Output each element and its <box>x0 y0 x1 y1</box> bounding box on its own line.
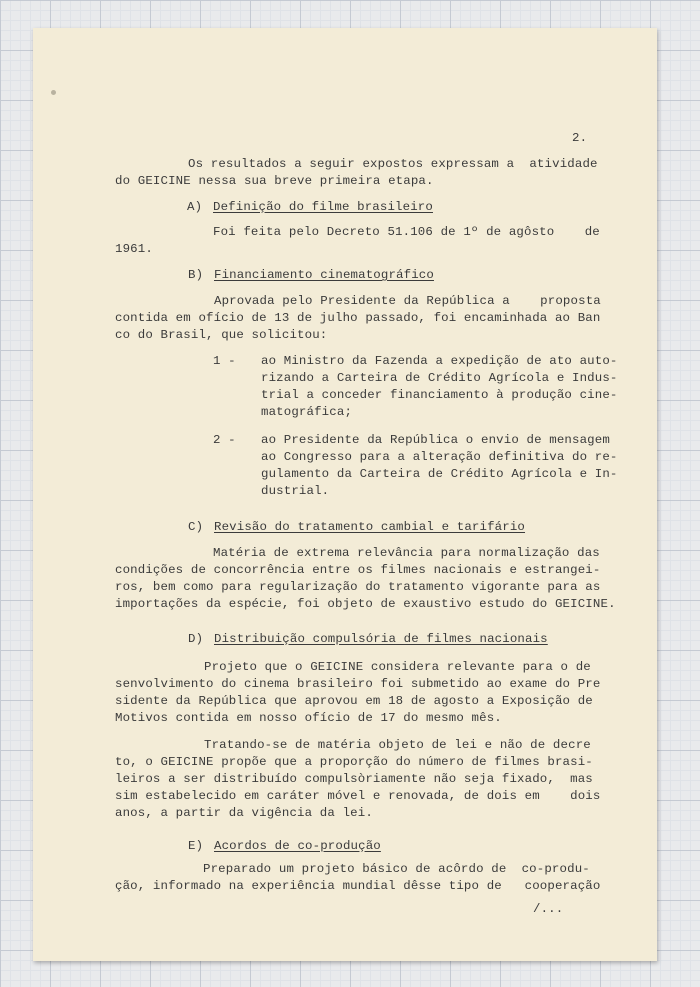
list-item-line: ao Congresso para a alteração definitiva do re- <box>261 450 618 464</box>
section-b-line: contida em ofício de 13 de julho passado, foi encaminhada ao Ban <box>115 311 601 325</box>
section-b-letter: B) <box>188 268 204 282</box>
punch-hole-mark <box>51 90 56 95</box>
list-item-line: matográfica; <box>261 405 353 419</box>
section-a-letter: A) <box>187 200 203 214</box>
section-b-heading: Financiamento cinematográfico <box>214 268 434 282</box>
section-a-line: 1961. <box>115 242 153 256</box>
intro-line: do GEICINE nessa sua breve primeira etapa. <box>115 174 434 188</box>
section-d-line: Projeto que o GEICINE considera relevante para o de <box>204 660 591 674</box>
section-d-line: sidente da República que aprovou em 18 de agosto a Exposição de <box>115 694 593 708</box>
section-c-heading: Revisão do tratamento cambial e tarifário <box>214 520 526 534</box>
continuation-mark: /... <box>533 902 564 916</box>
list-item-marker: 2 - <box>213 433 236 447</box>
section-e-line: ção, informado na experiência mundial dêsse tipo de cooperação <box>115 879 601 893</box>
list-item-line: trial a conceder financiamento à produção cine- <box>261 388 618 402</box>
section-d-line: Motivos contida em nosso ofício de 17 do mesmo mês. <box>115 711 502 725</box>
section-b-line: Aprovada pelo Presidente da República a proposta <box>214 294 601 308</box>
section-e-letter: E) <box>188 839 204 853</box>
document-page <box>33 28 657 961</box>
section-c-letter: C) <box>188 520 204 534</box>
list-item-line: ao Ministro da Fazenda a expedição de ato auto- <box>261 354 618 368</box>
section-a-line: Foi feita pelo Decreto 51.106 de 1º de agôsto de <box>213 225 600 239</box>
list-item-line: ao Presidente da República o envio de mensagem <box>261 433 610 447</box>
list-item-marker: 1 - <box>213 354 236 368</box>
section-a-heading: Definição do filme brasileiro <box>213 200 433 214</box>
section-d-line: leiros a ser distribuído compulsòriamente não seja fixado, mas <box>115 772 593 786</box>
intro-line: Os resultados a seguir expostos expressam a atividade <box>188 157 598 171</box>
section-c-line: importações da espécie, foi objeto de exaustivo estudo do GEICINE. <box>115 597 616 611</box>
section-e-heading: Acordos de co-produção <box>214 839 381 853</box>
section-c-line: condições de concorrência entre os filmes nacionais e estrangei- <box>115 563 601 577</box>
list-item-line: rizando a Carteira de Crédito Agrícola e Indus- <box>261 371 618 385</box>
section-e-line: Preparado um projeto básico de acôrdo de co-produ- <box>203 862 590 876</box>
page-number: 2. <box>572 131 588 145</box>
section-c-line: Matéria de extrema relevância para normalização das <box>213 546 600 560</box>
list-item-line: gulamento da Carteira de Crédito Agrícola e In- <box>261 467 618 481</box>
section-b-line: co do Brasil, que solicitou: <box>115 328 328 342</box>
section-d-line: sim estabelecido em caráter móvel e renovada, de dois em dois <box>115 789 601 803</box>
section-d-line: anos, a partir da vigência da lei. <box>115 806 373 820</box>
section-c-line: ros, bem como para regularização do tratamento vigorante para as <box>115 580 601 594</box>
section-d-line: to, o GEICINE propõe que a proporção do número de filmes brasi- <box>115 755 593 769</box>
list-item-line: dustrial. <box>261 484 330 498</box>
section-d-letter: D) <box>188 632 204 646</box>
section-d-line: Tratando-se de matéria objeto de lei e não de decre <box>204 738 591 752</box>
section-d-heading: Distribuição compulsória de filmes nacionais <box>214 632 548 646</box>
section-d-line: senvolvimento do cinema brasileiro foi submetido ao exame do Pre <box>115 677 601 691</box>
